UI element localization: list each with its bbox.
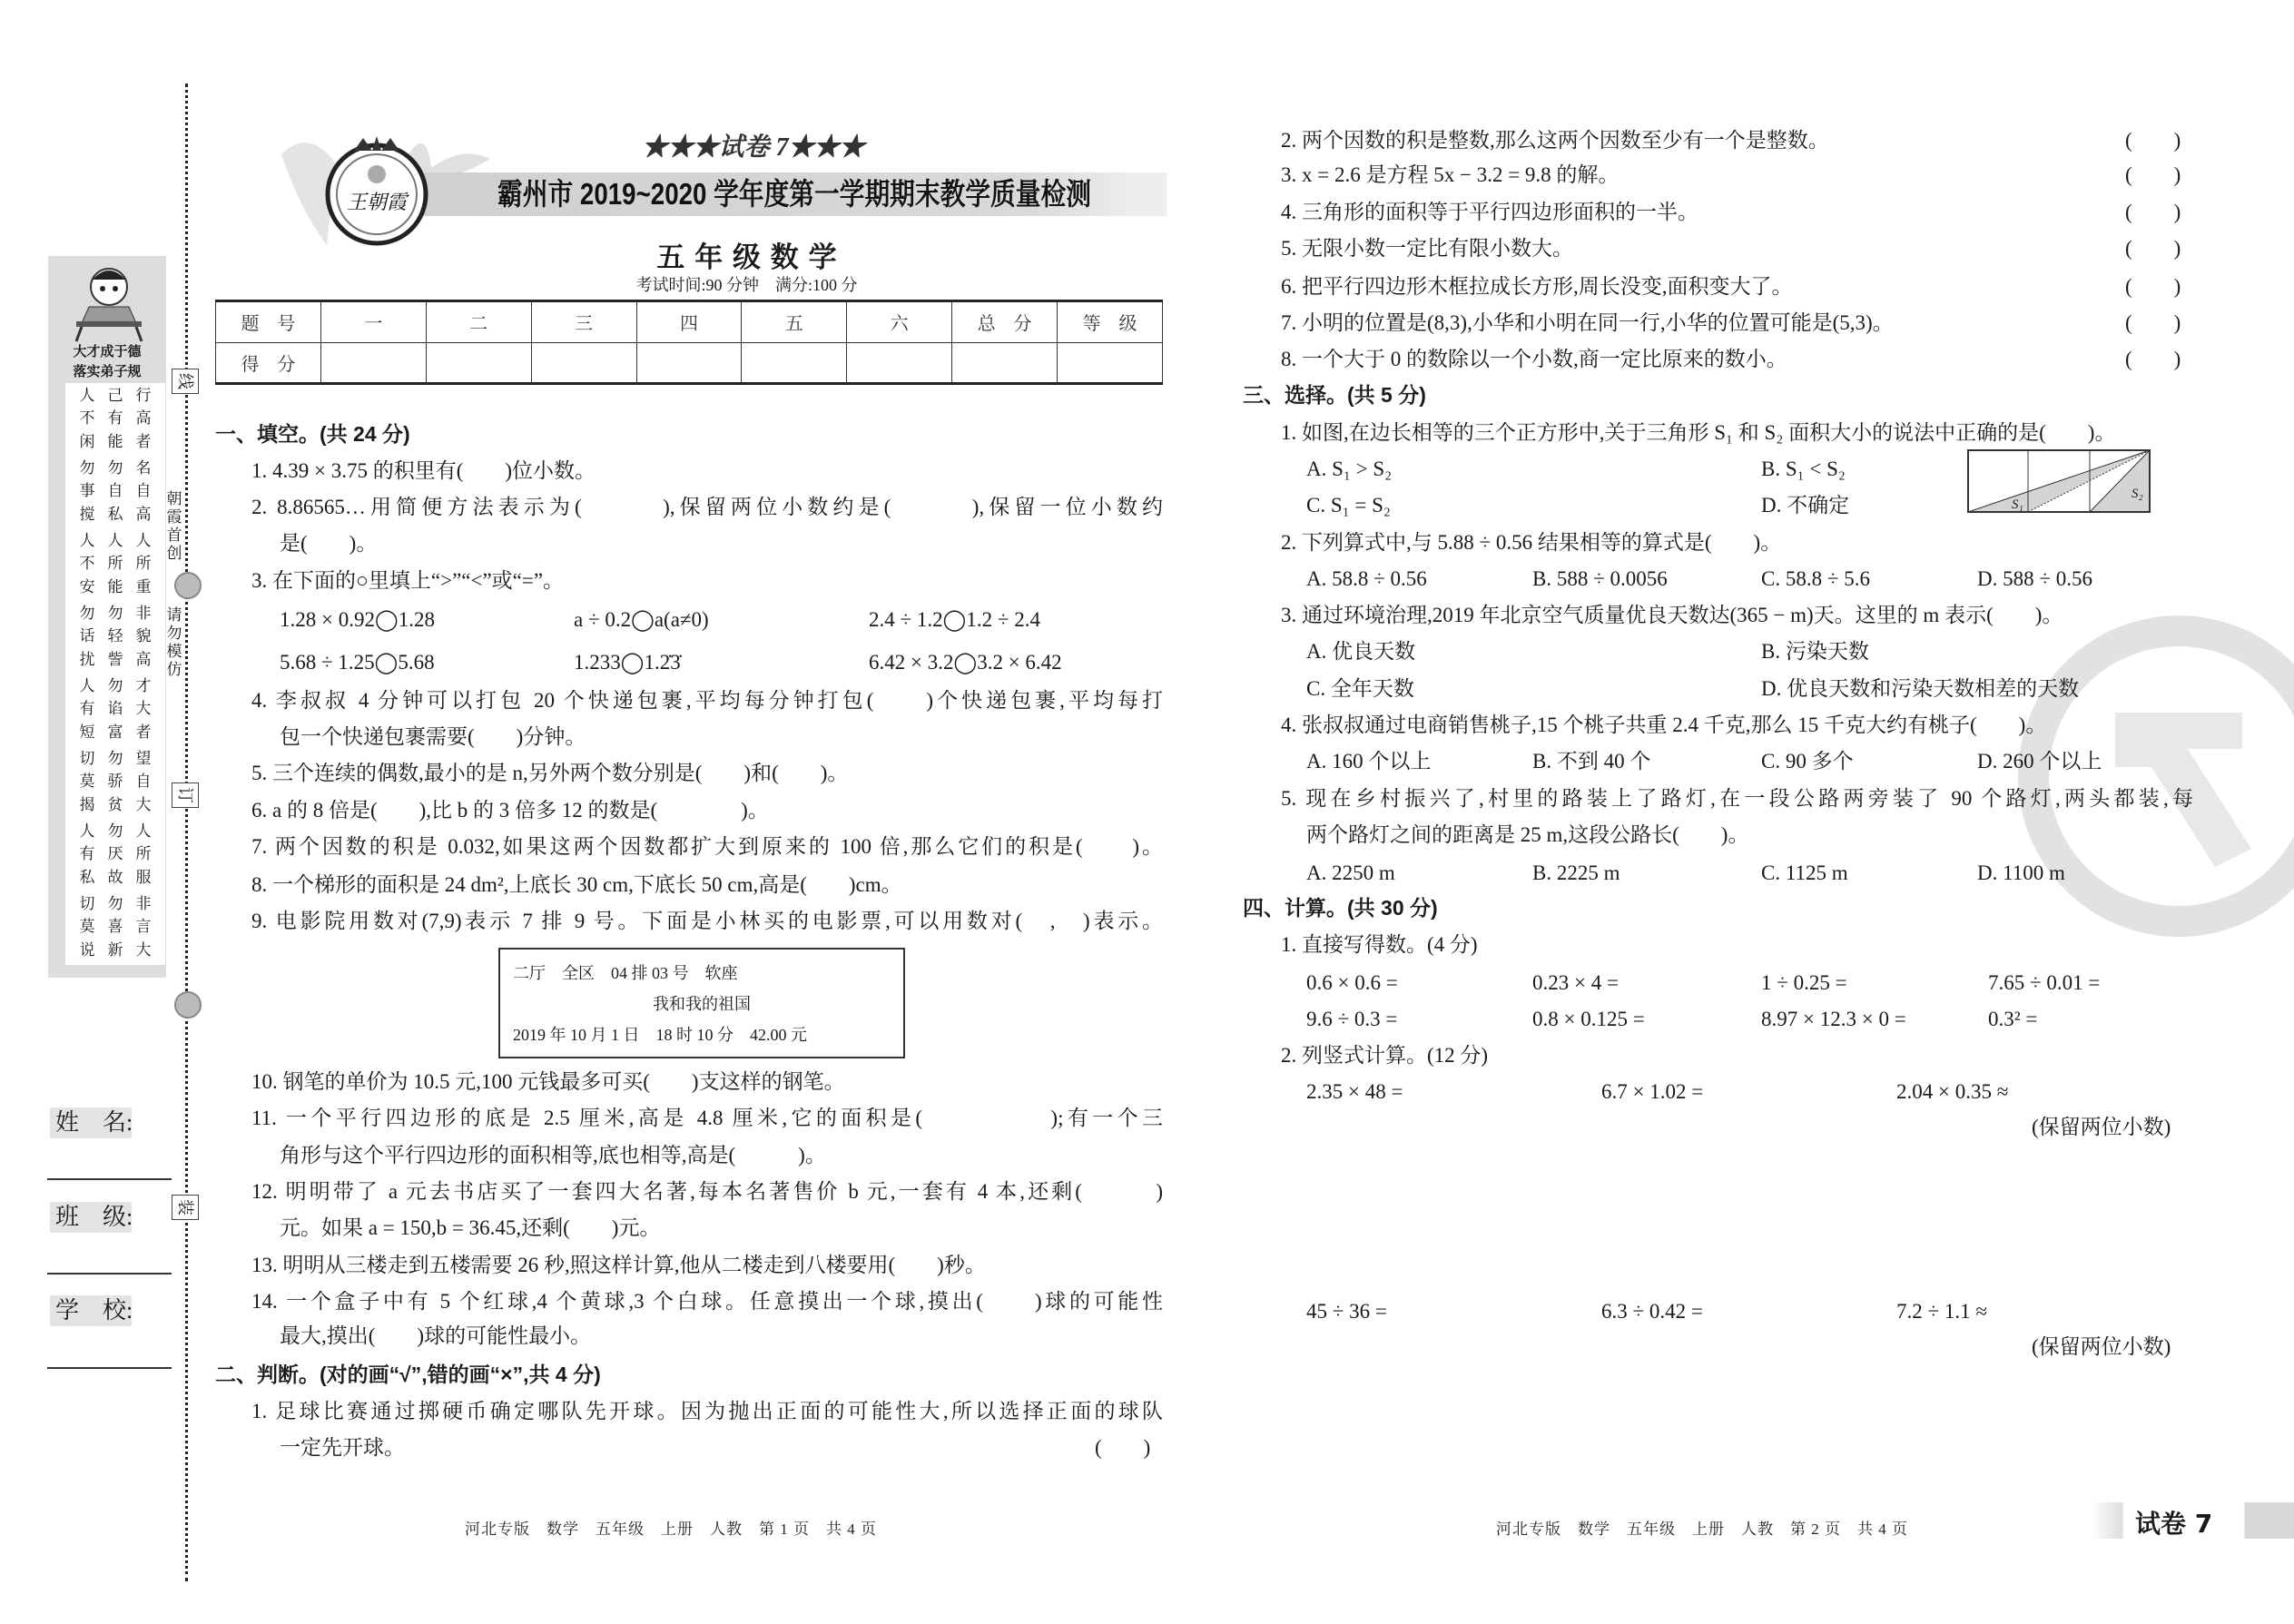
fill-question-line: 7. 两个因数的积是 0.032,如果这两个因数都扩大到原来的 100 倍,那么它们的积是( )。 [251, 835, 1163, 858]
answer-blank: ( ) [2125, 201, 2181, 223]
fill-question-line: 8. 一个梯形的面积是 24 dm²,上底长 30 cm,下底长 50 cm,高是( )cm。 [251, 873, 902, 896]
oral-calc-item: 9.6 ÷ 0.3 = [1306, 1008, 1398, 1030]
compare-expression: 6.42 × 3.2◯3.2 × 6.42 [869, 651, 1062, 674]
school-input-line[interactable] [47, 1367, 172, 1369]
verse-row: 不所所 [79, 555, 164, 573]
fill-question-line: 6. a 的 8 倍是( ),比 b 的 3 倍多 12 的数是( )。 [251, 799, 769, 822]
judge-question-line: 2. 两个因数的积是整数,那么这两个因数至少有一个是整数。 [1281, 129, 1829, 152]
fill-question-line: 4. 李叔叔 4 分钟可以打包 20 个快递包裹,平均每分钟打包( )个快递包裹,平均每打 [251, 689, 1163, 712]
binding-cut-line [185, 84, 188, 1581]
svg-text:王朝霞: 王朝霞 [346, 192, 408, 214]
verse-group [65, 528, 165, 601]
fill-question-line: 1. 4.39 × 3.75 的积里有( )位小数。 [251, 459, 596, 482]
verse-group [65, 819, 165, 891]
oral-calc-item: 0.3² = [1988, 1008, 2038, 1030]
compare-expression: 1.28 × 0.92◯1.28 [280, 608, 435, 631]
three-squares-figure [1966, 448, 2153, 516]
vertical-calc-item: 7.2 ÷ 1.1 ≈ [1896, 1300, 1987, 1323]
vertical-calc-item: 6.7 × 1.02 = [1601, 1080, 1704, 1103]
verse-row: 安能重 [79, 577, 164, 595]
ticket-time-price: 2019 年 10 月 1 日 18 时 10 分 42.00 元 [513, 1026, 807, 1044]
vertical-calc-item: 2.35 × 48 = [1306, 1080, 1403, 1103]
vertical-calc-item: 45 ÷ 36 = [1306, 1300, 1387, 1323]
choice-option: D. 优良天数和污染天数相差的天数 [1761, 677, 2080, 700]
name-input-line[interactable] [47, 1178, 172, 1180]
fill-question-line: 9. 电影院用数对(7,9)表示 7 排 9 号。下面是小林买的电影票,可以用数对( , )表示。 [251, 910, 1163, 932]
table-cell: 等 级 [1058, 301, 1163, 343]
movie-ticket [498, 948, 905, 1058]
verse-row: 人勿人 [79, 822, 164, 840]
table-cell: 六 [847, 301, 952, 343]
verse-group [65, 746, 165, 819]
score-cell[interactable] [531, 342, 636, 384]
verse-row: 短富者 [79, 723, 164, 741]
verse-row: 闲能者 [79, 432, 164, 450]
vertical-calc-item: 6.3 ÷ 0.42 = [1601, 1300, 1703, 1323]
page-footer-1: 河北专版 数学 五年级 上册 人教 第 1 页 共 4 页 [465, 1521, 877, 1538]
choice-option: C. 全年天数 [1306, 677, 1414, 700]
class-label: 班 级: [50, 1202, 132, 1233]
fill-question-line: 13. 明明从三楼走到五楼需要 26 秒,照这样计算,他从二楼走到八楼要用( )秒。 [251, 1254, 986, 1276]
oral-calc-item: 8.97 × 12.3 × 0 = [1761, 1008, 1906, 1030]
fill-question-line: 2. 8.86565…用简便方法表示为( ),保留两位小数约是( ),保留一位小数约 [251, 496, 1163, 518]
choice-option: D. 不确定 [1761, 494, 1850, 517]
verse-group [65, 674, 165, 746]
choice-option: B. 污染天数 [1761, 640, 1869, 663]
cartoon-student-illustration [64, 261, 154, 343]
table-cell: 得 分 [216, 342, 321, 384]
table-cell: 一 [320, 301, 426, 343]
fill-question-line: 是( )。 [280, 532, 378, 555]
vertical-calc-item: 2.04 × 0.35 ≈ [1896, 1080, 2009, 1103]
choice-question-line: 3. 通过环境治理,2019 年北京空气质量优良天数达(365 − m)天。这里的 m 表示( )。 [1281, 604, 2063, 626]
dizigui-verses [65, 383, 165, 965]
watermark-seal [2015, 613, 2294, 940]
choice-option: A. 58.8 ÷ 0.56 [1306, 567, 1427, 590]
motto-line: 大才成于德 [73, 343, 142, 359]
choice-option: A. 160 个以上 [1306, 750, 1432, 773]
choice-option: A. S₁ > S₂ [1306, 458, 1393, 480]
fill-question-line: 角形与这个平行四边形的面积相等,底也相等,高是( )。 [280, 1144, 826, 1166]
choice-question-line: 5. 现在乡村振兴了,村里的路装上了路灯,在一段公路两旁装了 90 个路灯,两头都装,每 [1281, 787, 2193, 810]
verse-row: 勿勿名 [79, 459, 164, 477]
choice-option: B. 2225 m [1532, 861, 1620, 884]
table-cell: 题 号 [216, 301, 321, 343]
judge-question-line: 3. x = 2.6 是方程 5x − 3.2 = 9.8 的解。 [1281, 163, 1620, 186]
choice-option: D. 260 个以上 [1977, 750, 2102, 773]
verse-row: 切勿非 [79, 895, 164, 912]
verse-group [65, 456, 165, 528]
judge-question-line: 4. 三角形的面积等于平行四边形面积的一半。 [1281, 201, 1698, 223]
table-cell: 四 [636, 301, 742, 343]
choice-option: C. S₁ = S₂ [1306, 494, 1391, 517]
choice-question-line: 1. 如图,在边长相等的三个正方形中,关于三角形 S₁ 和 S₂ 面积大小的说法中正确的是( )。 [1281, 421, 2116, 444]
verse-row: 莫骄自 [79, 773, 164, 791]
corner-tab [2092, 1502, 2294, 1539]
score-table-score-row [216, 342, 1163, 384]
verse-row: 人勿才 [79, 677, 164, 694]
oral-calc-item: 0.23 × 4 = [1532, 971, 1619, 994]
table-cell: 三 [531, 301, 636, 343]
compare-expression: 5.68 ÷ 1.25◯5.68 [280, 651, 435, 674]
choice-question-line: 4. 张叔叔通过电商销售桃子,15 个桃子共重 2.4 千克,那么 15 千克大约有桃子( )。 [1281, 714, 2047, 736]
series-label: ★★★试卷 7★★★ [642, 133, 865, 162]
verse-group [65, 891, 165, 964]
verse-row: 人己行 [79, 387, 164, 404]
score-cell[interactable] [320, 342, 426, 384]
ticket-seat: 二厅 全区 04 排 03 号 软座 [513, 964, 738, 982]
choice-option: A. 2250 m [1306, 861, 1395, 884]
choice-option: D. 588 ÷ 0.56 [1977, 567, 2092, 590]
exam-title: 霸州市 2019~2020 学年度第一学期期末教学质量检测 [497, 177, 1091, 211]
wangzhaoxia-logo [322, 134, 431, 248]
answer-blank: ( ) [1095, 1436, 1151, 1459]
figure-label-s1: S₁ [2012, 497, 2023, 512]
choice-option: A. 优良天数 [1306, 640, 1416, 663]
rounding-note: (保留两位小数) [2032, 1335, 2171, 1358]
choice-option: C. 90 多个 [1761, 750, 1854, 773]
choice-option: B. S₁ < S₂ [1761, 458, 1846, 480]
table-cell: 总 分 [952, 301, 1058, 343]
section-heading-fill: 一、填空。(共 24 分) [215, 422, 410, 446]
binding-mark-bind: 装 [172, 1195, 199, 1220]
ticket-movie: 我和我的祖国 [653, 995, 751, 1013]
class-input-line[interactable] [47, 1273, 172, 1275]
fill-question-line: 最大,摸出( )球的可能性最小。 [280, 1324, 592, 1347]
score-cell[interactable] [742, 342, 847, 384]
corner-tab-label: 试卷 7 [2135, 1509, 2213, 1539]
notice-original: 朝霞首创 [163, 490, 185, 563]
choice-option: B. 588 ÷ 0.0056 [1532, 567, 1668, 590]
verse-row: 说新大 [79, 940, 164, 959]
figure-label-s2: S₂ [2132, 487, 2143, 501]
score-table-header-row [216, 301, 1163, 343]
verse-row: 扰訾高 [79, 650, 164, 668]
choice-option: C. 1125 m [1761, 861, 1848, 884]
score-cell[interactable] [636, 342, 742, 384]
score-cell[interactable] [847, 342, 952, 384]
choice-question-line: 2. 下列算式中,与 5.88 ÷ 0.56 结果相等的算式是( )。 [1281, 531, 1782, 554]
rounding-note: (保留两位小数) [2032, 1116, 2171, 1138]
binding-mark-staple: 订 [172, 782, 199, 808]
verse-row: 勿勿非 [79, 605, 164, 622]
section-heading-choice: 三、选择。(共 5 分) [1243, 383, 1426, 407]
swirl-icon [174, 991, 202, 1019]
verse-row: 搅私高 [79, 505, 164, 523]
section-heading-calc: 四、计算。(共 30 分) [1243, 896, 1438, 920]
score-cell[interactable] [952, 342, 1058, 384]
verse-row: 有厌所 [79, 845, 164, 863]
fill-question-line: 12. 明明带了 a 元去书店买了一套四大名著,每本名著售价 b 元,一套有 4 本,还剩( ) [251, 1180, 1163, 1203]
section-heading-judge: 二、判断。(对的画“√”,错的画“×”,共 4 分) [215, 1363, 601, 1386]
compare-expression: 2.4 ÷ 1.2◯1.2 ÷ 2.4 [869, 608, 1040, 631]
fill-question-line: 元。如果 a = 150,b = 36.45,还剩( )元。 [280, 1216, 661, 1239]
verse-row: 私故服 [79, 868, 164, 886]
verse-row: 揭贫大 [79, 795, 164, 813]
judge-question-line: 8. 一个大于 0 的数除以一个小数,商一定比原来的数小。 [1281, 348, 1787, 370]
judge-question-line: 6. 把平行四边形木框拉成长方形,周长没变,面积变大了。 [1281, 275, 1793, 298]
judge-question-line: 1. 足球比赛通过掷硬币确定哪队先开球。因为抛出正面的可能性大,所以选择正面的球队 [251, 1400, 1163, 1422]
fill-question-line: 包一个快递包裹需要( )分钟。 [280, 725, 586, 748]
answer-blank: ( ) [2125, 129, 2181, 152]
verse-row: 莫喜言 [79, 918, 164, 936]
table-cell: 二 [426, 301, 531, 343]
choice-question-line: 两个路灯之间的距离是 25 m,这段公路长( )。 [1306, 823, 1749, 846]
fill-question-line: 10. 钢笔的单价为 10.5 元,100 元钱最多可买( )支这样的钢笔。 [251, 1070, 845, 1093]
verse-row: 切勿望 [79, 750, 164, 767]
judge-question-line: 7. 小明的位置是(8,3),小华和小明在同一行,小华的位置可能是(5,3)。 [1281, 311, 1894, 334]
answer-blank: ( ) [2125, 237, 2181, 260]
choice-option: C. 58.8 ÷ 5.6 [1761, 567, 1870, 590]
fill-question-line: 11. 一个平行四边形的底是 2.5 厘米,高是 4.8 厘米,它的面积是( );有一个三 [251, 1107, 1163, 1129]
compare-expression: 1.233◯1.2̇3̇ [574, 651, 681, 674]
verse-group [65, 601, 165, 674]
calc-part-title: 2. 列竖式计算。(12 分) [1281, 1044, 1489, 1067]
verse-row: 人人人 [79, 532, 164, 549]
page-footer-2: 河北专版 数学 五年级 上册 人教 第 2 页 共 4 页 [1496, 1521, 1908, 1538]
judge-question-line: 5. 无限小数一定比有限小数大。 [1281, 237, 1573, 260]
compare-expression: a ÷ 0.2◯a(a≠0) [574, 608, 709, 631]
exam-info: 考试时间:90 分钟 满分:100 分 [635, 276, 858, 294]
verse-row: 话轻貌 [79, 627, 164, 645]
subject-title: 五 年 级 数 学 [656, 241, 837, 274]
score-cell[interactable] [1058, 342, 1163, 384]
judge-question-line: 一定先开球。 [280, 1436, 405, 1459]
answer-blank: ( ) [2125, 163, 2181, 186]
answer-blank: ( ) [2125, 348, 2181, 370]
verse-row: 事自自 [79, 482, 164, 500]
fill-question-line: 5. 三个连续的偶数,最小的是 n,另外两个数分别是( )和( )。 [251, 762, 849, 784]
calc-part-title: 1. 直接写得数。(4 分) [1281, 933, 1478, 956]
oral-calc-item: 0.8 × 0.125 = [1532, 1008, 1645, 1030]
verse-group [65, 383, 165, 456]
choice-option: D. 1100 m [1977, 861, 2065, 884]
name-label: 姓 名: [50, 1107, 132, 1138]
motto-line: 落实弟子规 [73, 363, 142, 379]
verse-row: 不有高 [79, 409, 164, 428]
answer-blank: ( ) [2125, 311, 2181, 334]
verse-row: 有谄大 [79, 700, 164, 718]
score-table [215, 300, 1163, 385]
swirl-icon [174, 572, 202, 599]
choice-option: B. 不到 40 个 [1532, 750, 1651, 773]
table-cell: 五 [742, 301, 847, 343]
answer-blank: ( ) [2125, 275, 2181, 298]
oral-calc-item: 7.65 ÷ 0.01 = [1988, 971, 2101, 994]
fill-question-line: 14. 一个盒子中有 5 个红球,4 个黄球,3 个白球。任意摸出一个球,摸出( )球的可能性 [251, 1290, 1163, 1313]
score-cell[interactable] [426, 342, 531, 384]
school-label: 学 校: [50, 1295, 132, 1326]
notice-no-copy: 请勿模仿 [163, 606, 185, 679]
oral-calc-item: 1 ÷ 0.25 = [1761, 971, 1847, 994]
oral-calc-item: 0.6 × 0.6 = [1306, 971, 1398, 994]
binding-mark-line: 线 [172, 369, 199, 394]
fill-question-line: 3. 在下面的○里填上“>”“<”或“=”。 [251, 569, 565, 592]
